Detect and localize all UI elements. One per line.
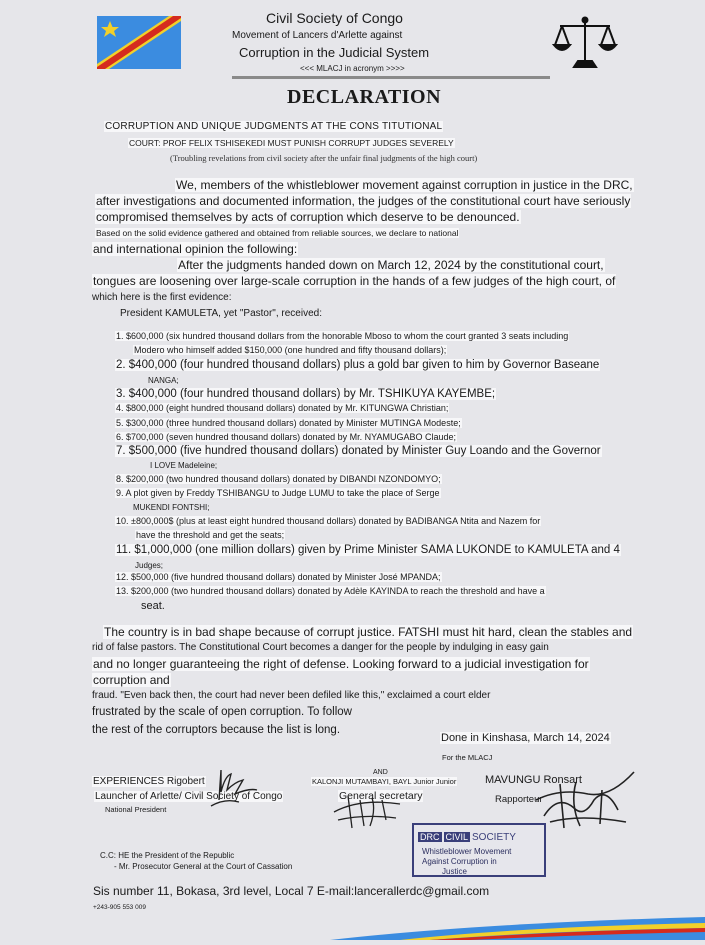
acronym-line: <<< MLACJ in acronym >>>> (300, 64, 405, 73)
signatory-1-name: EXPERIENCES Rigobert (93, 776, 205, 787)
stamp-line: Whistleblower Movement (422, 847, 512, 856)
scales-of-justice-icon (552, 15, 618, 73)
footer-phone: +243-905 553 009 (93, 904, 146, 911)
signature-3-icon (530, 764, 640, 839)
paragraph-line: After the judgments handed down on March 12, 2024 by the constitutional court, (178, 258, 604, 272)
signatory-1-role: Launcher of Arlette/ Civil Society of Congo (95, 791, 283, 802)
header-divider (232, 76, 550, 79)
signature-1-icon (205, 762, 265, 815)
list-item: 4. $800,000 (eight hundred thousand dollars) donated by Mr. KITUNGWA Christian; (116, 403, 449, 413)
list-item: 2. $400,000 (four hundred thousand dollars) plus a gold bar given to him by Governor Baseane (116, 359, 600, 371)
list-item: Judges; (135, 561, 164, 570)
signatory-2-name: KALONJI MUTAMBAYI, BAYL Junior Junior (312, 777, 457, 786)
drc-flag-icon (97, 16, 181, 69)
closing-line: and no longer guaranteeing the right of defense. Looking forward to a judicial investigation for (93, 657, 589, 671)
closing-line: corruption and (93, 673, 170, 687)
signatory-2-role: General secretary (339, 790, 423, 802)
list-item: 5. $300,000 (three hundred thousand dollars) donated by Minister MUTINGA Modeste; (116, 418, 461, 428)
flag-ribbon-icon (0, 915, 705, 940)
list-item: NANGA; (148, 376, 179, 385)
stamp-word: CIVIL (445, 832, 469, 842)
stamp-word: DRC (420, 832, 440, 842)
closing-line: the rest of the corruptors because the list is long. (92, 724, 341, 736)
org-name: Civil Society of Congo (266, 10, 403, 26)
document-title: DECLARATION (287, 86, 442, 108)
closing-line: frustrated by the scale of open corruption. To follow (92, 706, 352, 718)
intro-line: after investigations and documented information, the judges of the constitutional court have seriously (96, 194, 631, 208)
list-item: have the threshold and get the seats; (136, 530, 285, 540)
for-mlacj: For the MLACJ (442, 753, 493, 762)
paragraph-line: which here is the first evidence: (92, 292, 232, 303)
list-item: 7. $500,000 (five hundred thousand dollars) donated by Minister Guy Loando and the Governor (116, 445, 601, 457)
subtitle-line-2: COURT: PROF FELIX TSHISEKEDI MUST PUNISH CORRUPT JUDGES SEVERELY (129, 138, 454, 148)
list-item: 3. $400,000 (four hundred thousand dollars) by Mr. TSHIKUYA KAYEMBE; (116, 388, 496, 400)
intro-line: and international opinion the following: (93, 242, 298, 256)
list-item: 6. $700,000 (seven hundred thousand dollars) donated by Mr. NYAMUGABO Claude; (116, 432, 457, 442)
stamp-word: SOCIETY (472, 832, 516, 843)
subtitle-line-1: CORRUPTION AND UNIQUE JUDGMENTS AT THE CONS TITUTIONAL (105, 121, 443, 132)
organization-stamp (412, 823, 546, 877)
closing-line: fraud. "Even back then, the court had never been defiled like this," exclaimed a court elder (92, 690, 491, 701)
list-item: MUKENDI FONTSHI; (133, 503, 210, 512)
stamp-line: Against Corruption in (422, 857, 497, 866)
intro-line: We, members of the whistleblower movement against corruption in justice in the DRC, (176, 178, 633, 192)
intro-line: Based on the solid evidence gathered and obtained from reliable sources, we declare to national (96, 228, 459, 238)
intro-line: compromised themselves by acts of corruption which deserve to be denounced. (96, 210, 520, 224)
signatory-3-role: Rapporteur (495, 794, 543, 805)
footer-address: Sis number 11, Bokasa, 3rd level, Local 7 E-mail:lancerallerdc@gmail.com (93, 884, 490, 898)
signature-2-icon (330, 790, 410, 837)
list-item: 10. ±800,000$ (plus at least eight hundred thousand dollars) donated by BADIBANGA Ntita and Nazem for (116, 516, 541, 526)
subtitle-line-3: (Troubling revelations from civil society after the unfair final judgments of the high court) (170, 153, 478, 163)
list-item: 11. $1,000,000 (one million dollars) given by Prime Minister SAMA LUKONDE to KAMULETA and 4 (116, 544, 620, 556)
list-item: 1. $600,000 (six hundred thousand dollars from the honorable Mboso to whom the court granted 3 seats including (116, 331, 569, 341)
list-item: seat. (141, 600, 165, 612)
cc-line: - Mr. Prosecutor General at the Court of Cassation (114, 862, 293, 871)
closing-line: rid of false pastors. The Constitutional Court becomes a danger for the people by indulging in easy gain (92, 642, 549, 653)
list-item: 8. $200,000 (two hundred thousand dollars) donated by DIBANDI NZONDOMYO; (116, 474, 441, 484)
movement-name: Movement of Lancers d'Arlette against (232, 30, 403, 41)
cc-line: C.C: HE the President of the Republic (100, 851, 235, 860)
list-item: I LOVE Madeleine; (150, 461, 218, 470)
and-label: AND (373, 769, 388, 776)
list-item: 12. $500,000 (five hundred thousand dollars) donated by Minister José MPANDA; (116, 572, 441, 582)
closing-line: The country is in bad shape because of corrupt justice. FATSHI must hit hard, clean the stables and (104, 625, 633, 639)
list-item: 9. A plot given by Freddy TSHIBANGU to Judge LUMU to take the place of Serge (116, 488, 440, 498)
list-item: Modero who himself added $150,000 (one hundred and fifty thousand dollars); (134, 345, 447, 355)
list-item: 13. $200,000 (two hundred thousand dollars) donated by Adèle KAYINDA to reach the threshold and have a (116, 586, 545, 596)
paragraph-line: tongues are loosening over large-scale corruption in the hands of a few judges of the high court, of (93, 274, 616, 288)
stamp-line: Justice (442, 867, 467, 876)
signatory-3-name: MAVUNGU Ronsart (485, 774, 582, 786)
signatory-1-title: National President (105, 805, 167, 814)
movement-cause: Corruption in the Judicial System (239, 45, 430, 60)
place-date: Done in Kinshasa, March 14, 2024 (441, 732, 610, 744)
paragraph-line: President KAMULETA, yet "Pastor", received: (120, 308, 322, 319)
